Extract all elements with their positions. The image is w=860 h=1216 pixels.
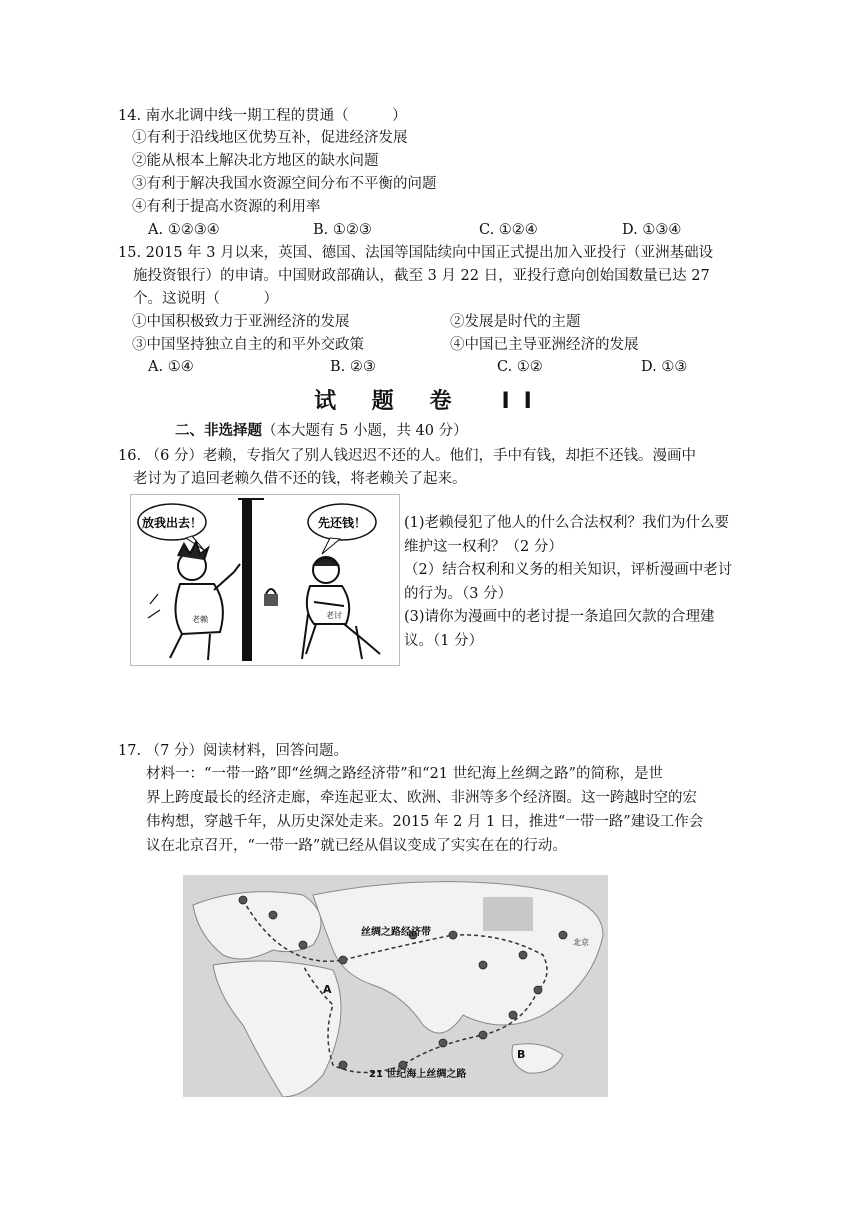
q15-stem-line-2: 施投资银行）的申请。中国财政部确认，截至 3 月 22 日，亚投行意向创始国数量已达 27 xyxy=(133,268,710,284)
q16-subquestion-1: (1)老赖侵犯了他人的什么合法权利？我们为什么要维护这一权利？（2 分） xyxy=(404,515,730,555)
figure-laotao xyxy=(302,557,380,659)
q15-option-d: D. ①③ xyxy=(641,359,688,375)
q17-material-line-2: 界上跨度最长的经济走廊，牵连起亚太、欧洲、非洲等多个经济圈。这一跨越时空的宏 xyxy=(146,790,697,806)
label-a: A xyxy=(323,983,332,996)
q15-stem-line-1: 15. 2015 年 3 月以来，英国、德国、法国等国陆续向中国正式提出加入亚投行（亚洲基础设 xyxy=(118,245,714,261)
belt-road-map xyxy=(183,875,608,1097)
q15-item-2: ②发展是时代的主题 xyxy=(450,314,581,330)
q14-option-c: C. ①②④ xyxy=(479,222,538,238)
figure-laolai xyxy=(148,542,240,660)
section-heading xyxy=(175,421,468,441)
q14-item-3: ③有利于解决我国水资源空间分布不平衡的问题 xyxy=(132,176,437,192)
q15-option-a: A. ①④ xyxy=(148,359,194,375)
section-note: （本大题有 5 小题，共 40 分） xyxy=(262,423,468,439)
q14-option-a: A. ①②③④ xyxy=(148,222,220,238)
q14-item-1: ①有利于沿线地区优势互补，促进经济发展 xyxy=(132,130,408,146)
q17-material-line-3: 伟构想，穿越千年，从历史深处走来。2015 年 2 月 1 日，推进“一带一路”建设工作会 xyxy=(146,814,704,830)
bubble-left-text: 放我出去！ xyxy=(141,516,203,530)
q15-option-c: C. ①② xyxy=(497,359,543,375)
q15-stem-line-3: 个。这说明（ ） xyxy=(133,291,278,307)
q16-stem-line-1: 16. （6 分）老赖，专指欠了别人钱迟迟不还的人。他们，手中有钱，却拒不还钱。漫画中 xyxy=(118,448,696,464)
q15-option-b: B. ②③ xyxy=(330,359,376,375)
label-sea-route: 21 世纪海上丝绸之路 xyxy=(369,1069,467,1080)
q14-stem: 14. 南水北调中线一期工程的贯通（ ） xyxy=(118,108,407,124)
label-beijing: 北京 xyxy=(573,938,589,947)
cartoon-image xyxy=(130,494,400,666)
map-drawing xyxy=(183,875,608,1097)
section-label: 二、非选择题 xyxy=(175,423,262,439)
label-land-route: 丝绸之路经济带 xyxy=(361,927,431,938)
label-b: B xyxy=(517,1048,526,1061)
q14-option-b: B. ①②③ xyxy=(313,222,372,238)
label-laotao: 老讨 xyxy=(326,611,342,620)
cartoon-door xyxy=(242,499,252,661)
q16-subquestion-2: （2）结合权利和义务的相关知识，评析漫画中老讨的行为。（3 分） xyxy=(404,562,733,602)
label-laolai: 老赖 xyxy=(192,615,208,624)
blurred-patch xyxy=(483,897,533,931)
q15-item-3: ③中国坚持独立自主的和平外交政策 xyxy=(132,337,364,353)
q17-stem: 17. （7 分）阅读材料，回答问题。 xyxy=(118,743,349,759)
q17-material-line-1: 材料一：“一带一路”即“丝绸之路经济带”和“21 世纪海上丝绸之路”的简称，是世 xyxy=(146,766,664,782)
q15-item-4: ④中国已主导亚洲经济的发展 xyxy=(450,337,639,353)
q16-stem-line-2: 老讨为了追回老赖久借不还的钱，将老赖关了起来。 xyxy=(133,471,467,487)
q17-material-line-4: 议在北京召开，“一带一路”就已经从倡议变成了实实在在的行动。 xyxy=(146,838,567,854)
q14-item-4: ④有利于提高水资源的利用率 xyxy=(132,199,321,215)
q16-subquestions xyxy=(404,512,734,653)
q15-item-1: ①中国积极致力于亚洲经济的发展 xyxy=(132,314,350,330)
padlock-icon xyxy=(264,589,278,606)
q16-subquestion-3: (3)请你为漫画中的老讨提一条追回欠款的合理建议。（1 分） xyxy=(404,609,715,649)
part2-title: 试 题 卷 II xyxy=(314,389,546,414)
cartoon-drawing xyxy=(130,494,400,666)
q14-item-2: ②能从根本上解决北方地区的缺水问题 xyxy=(132,153,379,169)
q14-option-d: D. ①③④ xyxy=(622,222,682,238)
bubble-right-text: 先还钱！ xyxy=(317,516,367,530)
